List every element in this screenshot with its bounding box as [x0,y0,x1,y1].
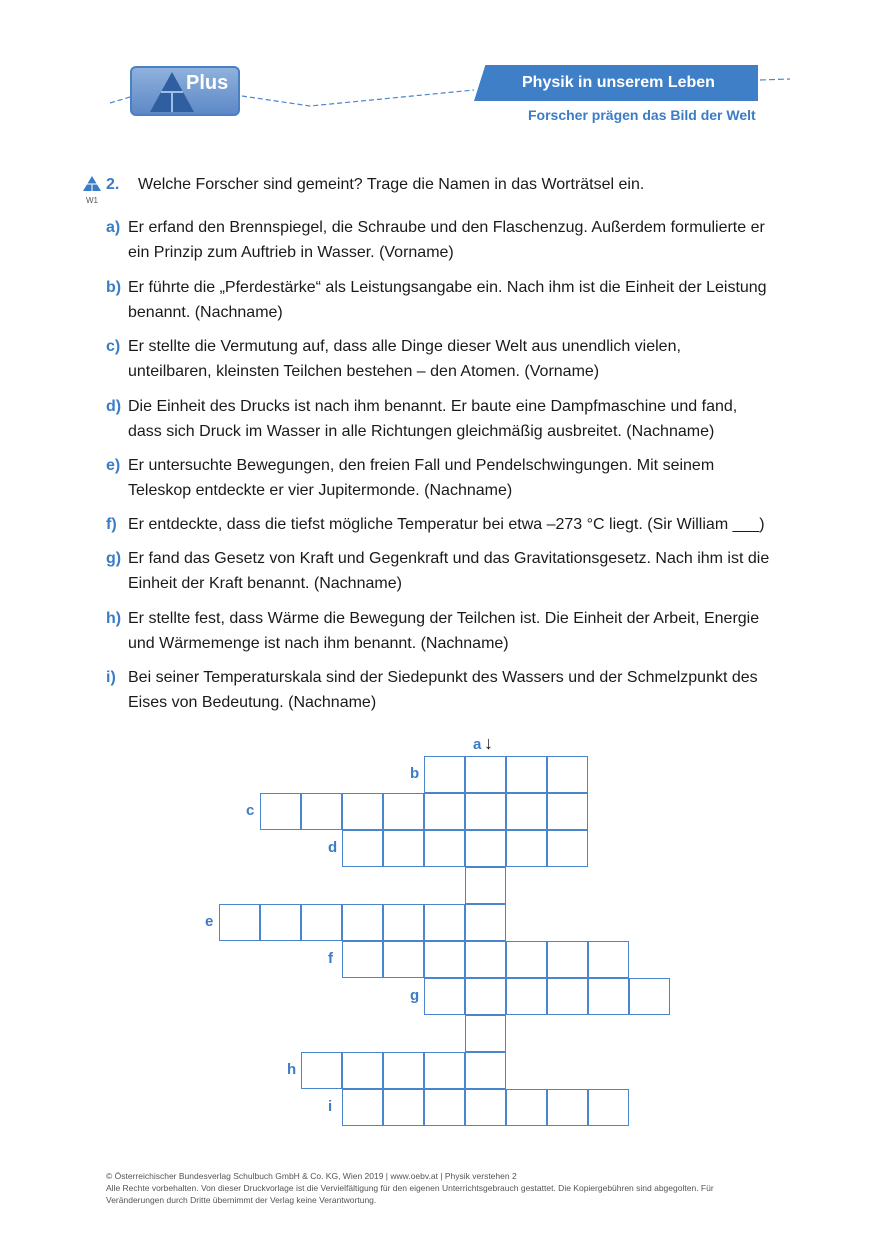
crossword-cell[interactable] [342,1052,383,1089]
crossword-cell[interactable] [547,941,588,978]
footer-rights: Alle Rechte vorbehalten. Von dieser Druckvorlage ist die Vervielfältigung für den eigenen Unterrichtsgebrauch gestattet. Die Kopiergebühren sind abgegolten. Für [106,1183,714,1193]
crossword-cell[interactable] [342,793,383,830]
crossword-cell[interactable] [424,904,465,941]
crossword-cell[interactable] [465,1052,506,1089]
crossword-cell[interactable] [506,1089,547,1126]
question-text-line: Teleskop entdeckte er vier Jupitermonde. (Nachname) [128,482,513,499]
crossword-cell[interactable] [547,978,588,1015]
crossword-cell[interactable] [260,793,301,830]
question-letter: e) [106,457,121,474]
crossword-cell[interactable] [465,867,506,904]
crossword-cell[interactable] [342,830,383,867]
question-letter: f) [106,516,117,533]
crossword-cell[interactable] [424,793,465,830]
crossword-cell[interactable] [342,941,383,978]
crossword-cell[interactable] [465,1089,506,1126]
crossword-cell[interactable] [383,1089,424,1126]
question-text-line: Er stellte fest, dass Wärme die Bewegung der Teilchen ist. Die Einheit der Arbeit, Energie [128,610,760,627]
crossword-cell[interactable] [506,941,547,978]
crossword-cell[interactable] [383,793,424,830]
question-text-line: Die Einheit des Drucks ist nach ihm benannt. Er baute eine Dampfmaschine und fand, [128,398,738,415]
crossword-cell[interactable] [301,1052,342,1089]
crossword-cell[interactable] [465,978,506,1015]
question-letter: i) [106,669,116,686]
crossword-cell[interactable] [383,830,424,867]
question-text-line: Eises von Bedeutung. (Nachname) [128,694,377,711]
crossword-cell[interactable] [342,904,383,941]
question-text-line: ein Prinzip zum Auftrieb in Wasser. (Vorname) [128,244,454,261]
crossword-cell[interactable] [506,793,547,830]
crossword-row-label: b [410,765,420,782]
question-text-line: unteilbaren, kleinsten Teilchen bestehen – den Atomen. (Vorname) [128,363,600,380]
question-text-line: dass sich Druck im Wasser in alle Richtungen gleichmäßig ausbreitet. (Nachname) [128,423,715,440]
crossword-cell[interactable] [383,941,424,978]
crossword-row-label: g [410,987,420,1004]
crossword-cell[interactable] [465,793,506,830]
task-text: Welche Forscher sind gemeint? Trage die Namen in das Worträtsel ein. [138,176,645,193]
crossword-cell[interactable] [547,830,588,867]
crossword-cell[interactable] [629,978,670,1015]
triangle-task-icon [82,175,102,193]
crossword-cell[interactable] [342,1089,383,1126]
question-text-line: Einheit der Kraft benannt. (Nachname) [128,575,402,592]
crossword-cell[interactable] [219,904,260,941]
task-number: 2. [106,176,120,193]
crossword-cell[interactable] [424,830,465,867]
question-letter: b) [106,279,122,296]
question-text-line: Er führte die „Pferdestärke“ als Leistungsangabe ein. Nach ihm ist die Einheit der Leistung [128,279,767,296]
crossword-cell[interactable] [547,756,588,793]
crossword-cell[interactable] [506,756,547,793]
question-text-line: Er stellte die Vermutung auf, dass alle Dinge dieser Welt aus unendlich vielen, [128,338,681,355]
crossword-cell[interactable] [465,904,506,941]
question-text-line: Er untersuchte Bewegungen, den freien Fall und Pendelschwingungen. Mit seinem [128,457,715,474]
question-text-line: benannt. (Nachname) [128,304,283,321]
crossword-cell[interactable] [424,941,465,978]
crossword-cell[interactable] [465,756,506,793]
crossword-cell[interactable] [506,978,547,1015]
crossword-cell[interactable] [547,1089,588,1126]
crossword-row-label: c [246,802,255,819]
page-subtitle: Forscher prägen das Bild der Welt [528,107,756,123]
crossword-row-label: d [328,839,338,856]
crossword-cell[interactable] [424,756,465,793]
banner-title: Physik in unserem Leben [522,74,715,91]
crossword-cell[interactable] [547,793,588,830]
crossword-row-label: f [328,950,333,967]
crossword-cell[interactable] [588,941,629,978]
crossword-cell[interactable] [465,830,506,867]
crossword-cell[interactable] [424,978,465,1015]
question-letter: d) [106,398,122,415]
question-text-line: und Wärmemenge ist nach ihm benannt. (Nachname) [128,635,509,652]
crossword-cell[interactable] [383,1052,424,1089]
crossword-cell[interactable] [424,1089,465,1126]
question-letter: g) [106,550,122,567]
crossword-cell[interactable] [588,978,629,1015]
crossword-cell[interactable] [465,1015,506,1052]
question-letter: a) [106,219,121,236]
question-letter: h) [106,610,122,627]
crossword-row-label: h [287,1061,297,1078]
crossword-cell[interactable] [260,904,301,941]
crossword-cell[interactable] [301,904,342,941]
crossword-cell[interactable] [588,1089,629,1126]
footer-copyright: © Österreichischer Bundesverlag Schulbuch GmbH & Co. KG, Wien 2019 | www.oebv.at | Physik verstehen 2 [106,1171,517,1181]
footer-disclaimer: Veränderungen durch Dritte übernimmt der Verlag keine Verantwortung. [106,1195,377,1205]
question-text-line: Er entdeckte, dass die tiefst mögliche Temperatur bei etwa –273 °C liegt. (Sir William ___) [128,516,765,533]
crossword-row-label: e [205,913,214,930]
question-text-line: Bei seiner Temperaturskala sind der Siedepunkt des Wassers und der Schmelzpunkt des [128,669,758,686]
arrow-down-icon: ↓ [484,733,493,753]
column-label-a: a [473,736,482,753]
task-icon-label: W1 [86,196,98,205]
question-text-line: Er fand das Gesetz von Kraft und Gegenkraft und das Gravitationsgesetz. Nach ihm ist die [128,550,770,567]
question-text-line: Er erfand den Brennspiegel, die Schraube und den Flaschenzug. Außerdem formulierte er [128,219,765,236]
crossword-cell[interactable] [424,1052,465,1089]
crossword-cell[interactable] [506,830,547,867]
crossword-cell[interactable] [465,941,506,978]
crossword-cell[interactable] [301,793,342,830]
question-letter: c) [106,338,121,355]
logo-text: Plus [186,72,229,94]
crossword-cell[interactable] [383,904,424,941]
crossword-row-label: i [328,1098,333,1115]
